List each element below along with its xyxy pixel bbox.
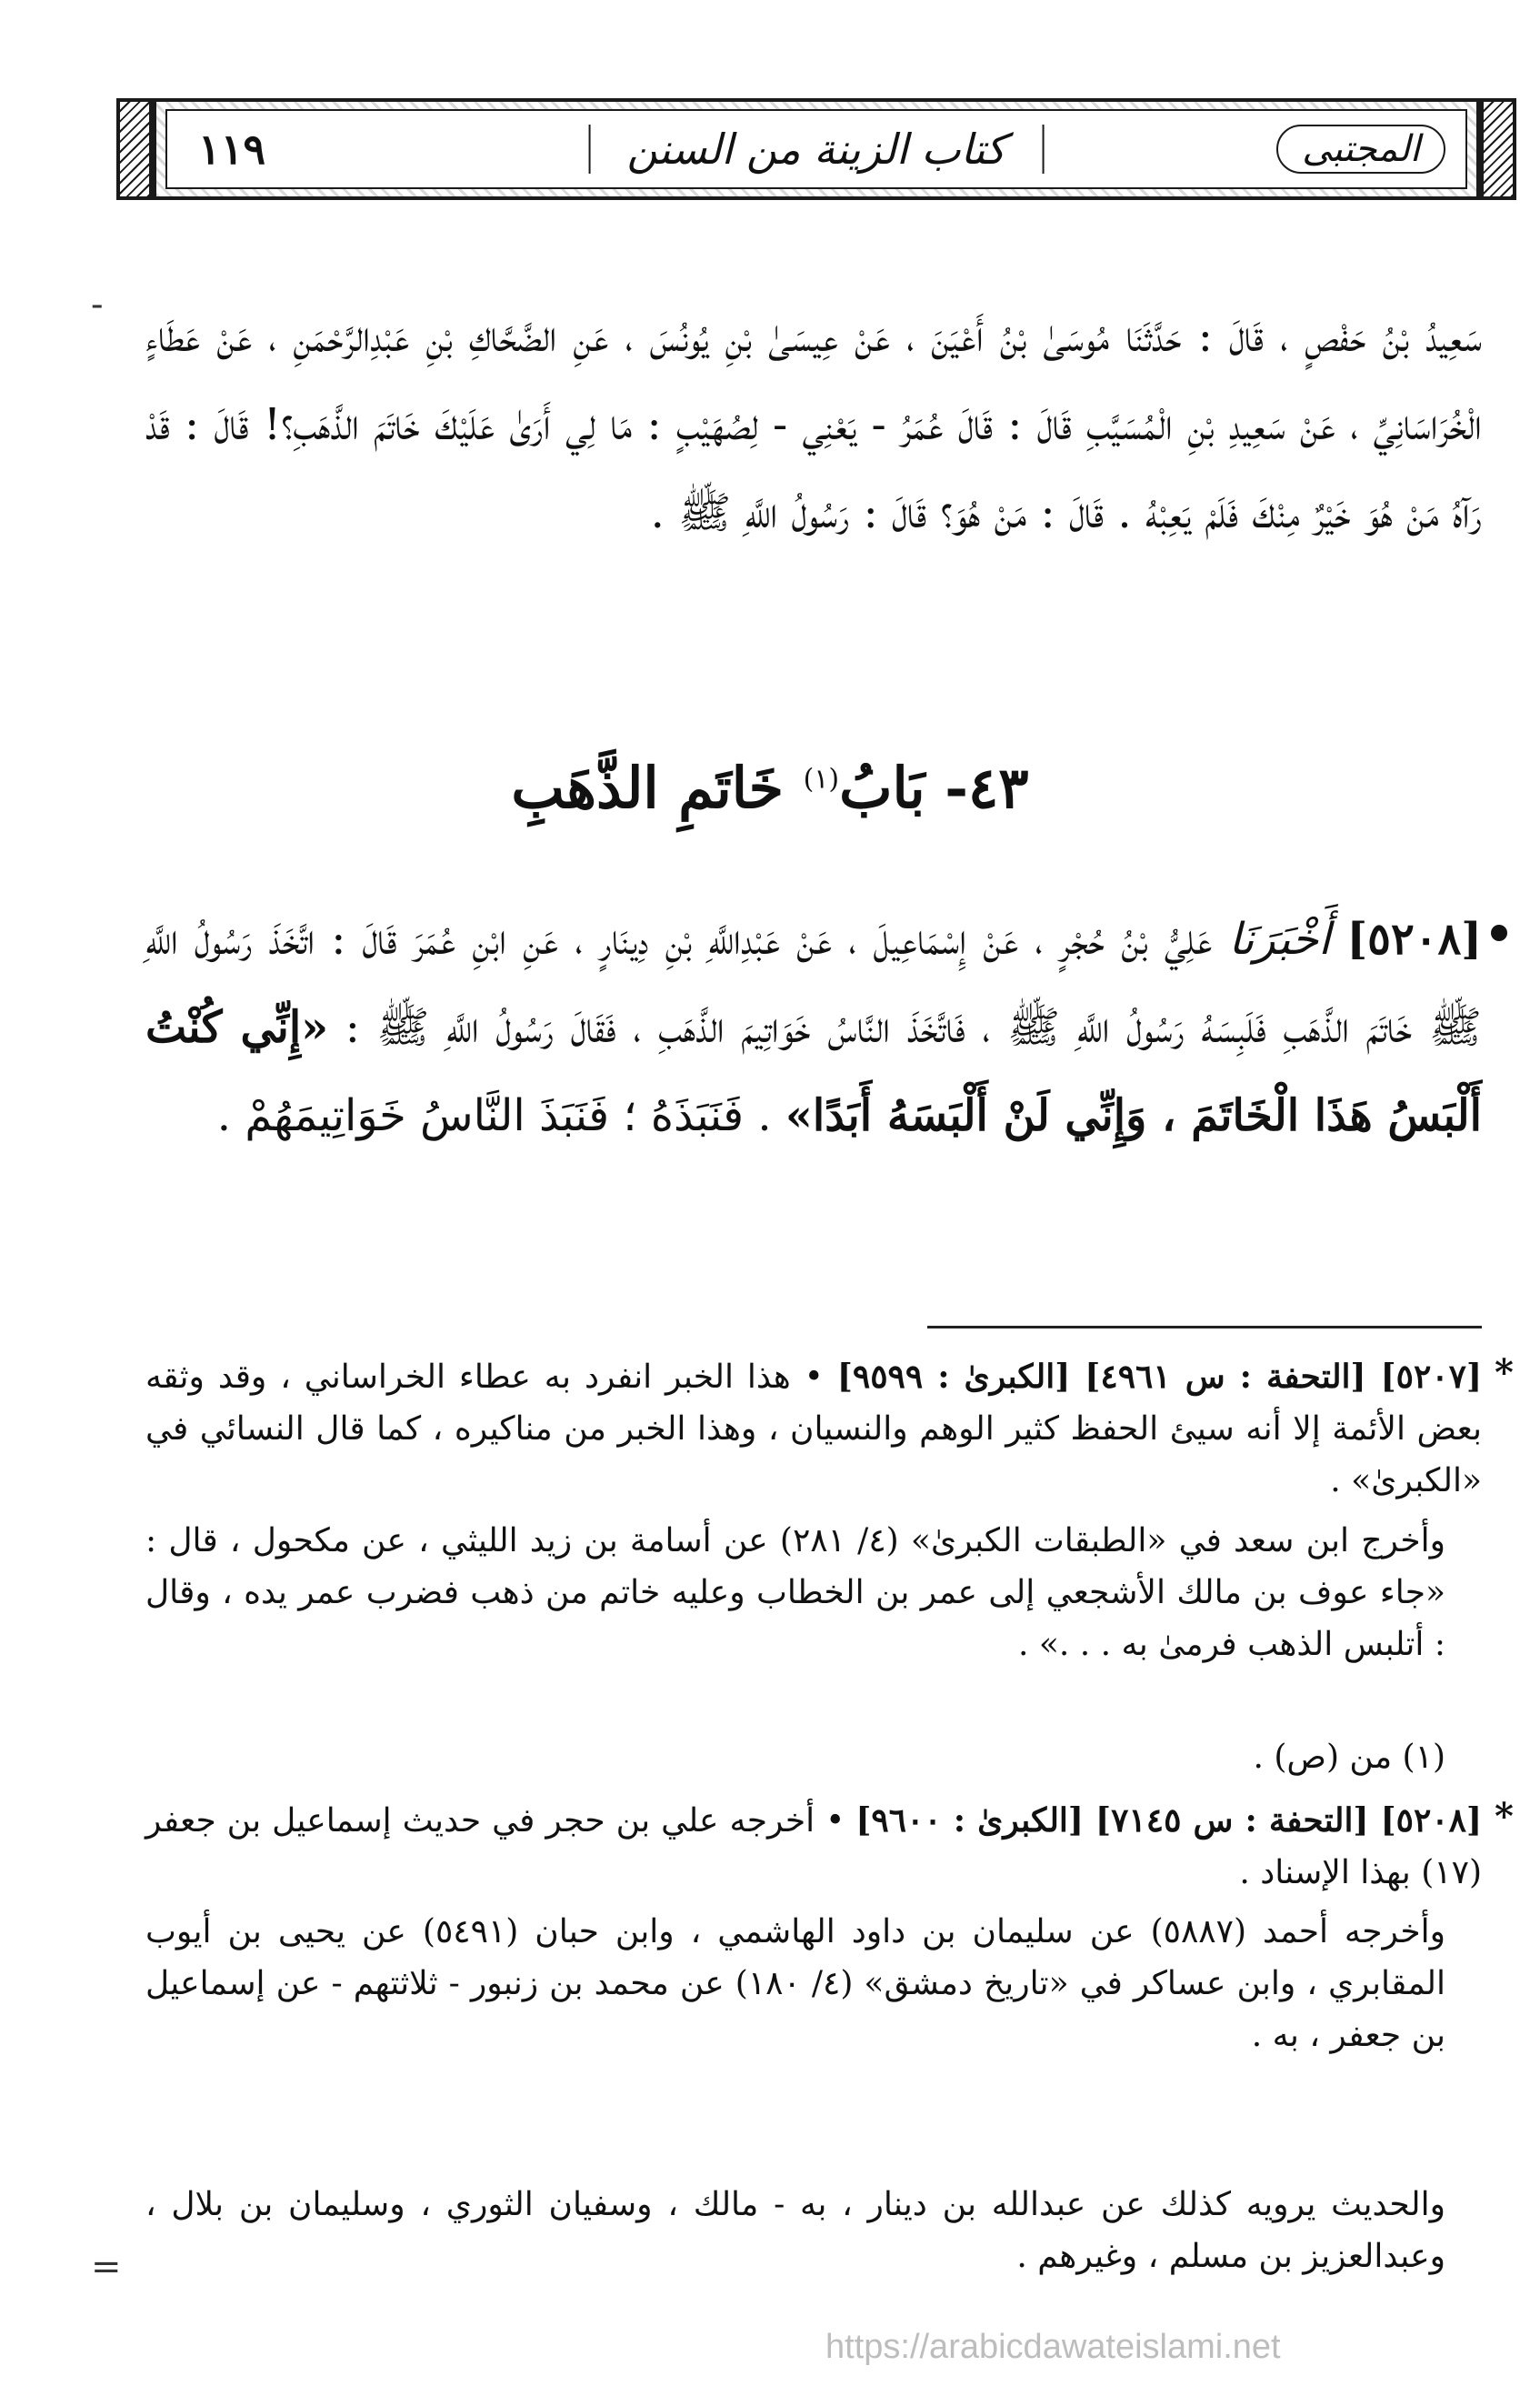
note-ibn-saad: وأخرج ابن سعد في «الطبقات الكبرىٰ» (٤/ ٢٨١) عن أسامة بن زيد الليثي ، عن مكحول ، قال : «جاء عوف بن مالك الأشجعي إلى عمر بن الخطاب وعليه خاتم من ذهب فضرب عمر يده ، وقال : أتلبس الذهب فرمىٰ به . . .» . (145, 1522, 1445, 1663)
note-5208-ref: [٥٢٠٨] [التحفة : س ٧١٤٥] [الكبرىٰ : ٩٦٠٠] (855, 1801, 1482, 1840)
watermark-url: https://arabicdawateislami.net (825, 2328, 1281, 2366)
hadith-5208 (145, 896, 1482, 1160)
chapter-footnote-ref: (١) (803, 763, 840, 796)
page-header (153, 98, 1480, 200)
footnote-1: (١) من (ص) . (1253, 1739, 1445, 1776)
header-left-ornament (116, 98, 153, 200)
margin-mark-top: - (91, 284, 104, 326)
book-name: المجتبى (1276, 125, 1445, 174)
chapter-title: خَاتَمِ الذَّهَبِ (511, 755, 784, 821)
hadith-text-before: عَلِيُّ بْنُ حُجْرٍ ، عَنْ إِسْمَاعِيلَ ، عَنْ عَبْدِاللَّهِ بْنِ دِينَارٍ ، عَنِ ابْنِ عُمَرَ قَالَ : اتَّخَذَ رَسُولُ اللَّهِ ﷺ خَاتَمَ الذَّهَبِ فَلَبِسَهُ رَسُولُ اللَّهِ ﷺ ، فَاتَّخَذَ النَّاسُ خَوَاتِيمَ الذَّهَبِ ، فَقَالَ رَسُولُ اللَّهِ ﷺ : (145, 914, 1482, 1053)
note-5207-ref: [٥٢٠٧] [التحفة : س ٤٩٦١] [الكبرىٰ : ٩٥٩٩] (836, 1358, 1482, 1396)
page-number: ١١٩ (198, 125, 266, 174)
note-hadith-narrators: والحديث يرويه كذلك عن عبدالله بن دينار ، به - مالك ، وسفيان الثوري ، وسليمان بن بلال ، وعبدالعزيز بن مسلم ، وغيرهم . (145, 2186, 1445, 2275)
note-5207-text: • هذا الخبر انفرد به عطاء الخراساني ، وقد وثقه بعض الأئمة إلا أنه سيئ الحفظ كثير الوهم والنسيان ، وهذا الخبر من مناكيره ، كما قال النسائي في «الكبرىٰ» . (145, 1358, 1482, 1499)
note-5207 (145, 1351, 1482, 1507)
header-frame (165, 109, 1467, 189)
note-ahmad: وأخرجه أحمد (٥٨٨٧) عن سليمان بن داود الهاشمي ، وابن حبان (٥٤٩١) عن يحيى بن أيوب المقابري ، وابن عساكر في «تاريخ دمشق» (٤/ ١٨٠) عن محمد بن زنبور - ثلاثتهم - عن إسماعيل بن جعفر ، به . (145, 1913, 1445, 2054)
chapter-heading (0, 755, 1540, 821)
note-star-icon: * (1495, 1795, 1514, 1838)
margin-mark-bottom: = (91, 2246, 122, 2288)
hadith-5207-text: سَعِيدُ بْنُ حَفْصٍ ، قَالَ : حَدَّثَنَا مُوسَىٰ بْنُ أَعْيَنَ ، عَنْ عِيسَىٰ بْنِ يُونُسَ ، عَنِ الضَّحَّاكِ بْنِ عَبْدِالرَّحْمَنِ ، عَنْ عَطَاءٍ الْخُرَاسَانِيِّ ، عَنْ سَعِيدِ بْنِ الْمُسَيَّبِ قَالَ : قَالَ عُمَرُ - يَعْنِي - لِصُهَيْبٍ : مَا لِي أَرَىٰ عَلَيْكَ خَاتَمَ الذَّهَبِ؟! قَالَ : قَدْ رَآهُ مَنْ هُوَ خَيْرٌ مِنْكَ فَلَمْ يَعِبْهُ . قَالَ : مَنْ هُوَ؟ قَالَ : رَسُولُ اللَّهِ ﷺ . (145, 311, 1482, 538)
note-5208-text: • أخرجه علي بن حجر في حديث إسماعيل بن جعفر (١٧) بهذا الإسناد . (145, 1802, 1482, 1891)
hadith-quote: «إِنِّي كُنْتُ أَلْبَسُ هَذَا الْخَاتَمَ ، وَإِنِّي لَنْ أَلْبَسَهُ أَبَدًا» (145, 1002, 1482, 1141)
chapter-label: بَابُ (839, 755, 925, 821)
hadith-bullet-icon (1491, 925, 1507, 941)
header-right-ornament (1480, 98, 1516, 200)
hadith-number: [٥٢٠٨] (1346, 914, 1482, 965)
note-5208 (145, 1795, 1482, 1899)
hadith-chain-lead: أَخْبَرَنَا (1228, 914, 1331, 965)
chapter-number: ٤٣- (945, 755, 1029, 821)
footnote-separator (927, 1326, 1482, 1328)
note-star-icon: * (1495, 1351, 1514, 1394)
hadith-text-after: . فَنَبَذَهُ ؛ فَنَبَذَ النَّاسُ خَوَاتِيمَهُمْ . (216, 1090, 772, 1141)
running-title: كتاب الزينة من السنن (589, 125, 1045, 174)
